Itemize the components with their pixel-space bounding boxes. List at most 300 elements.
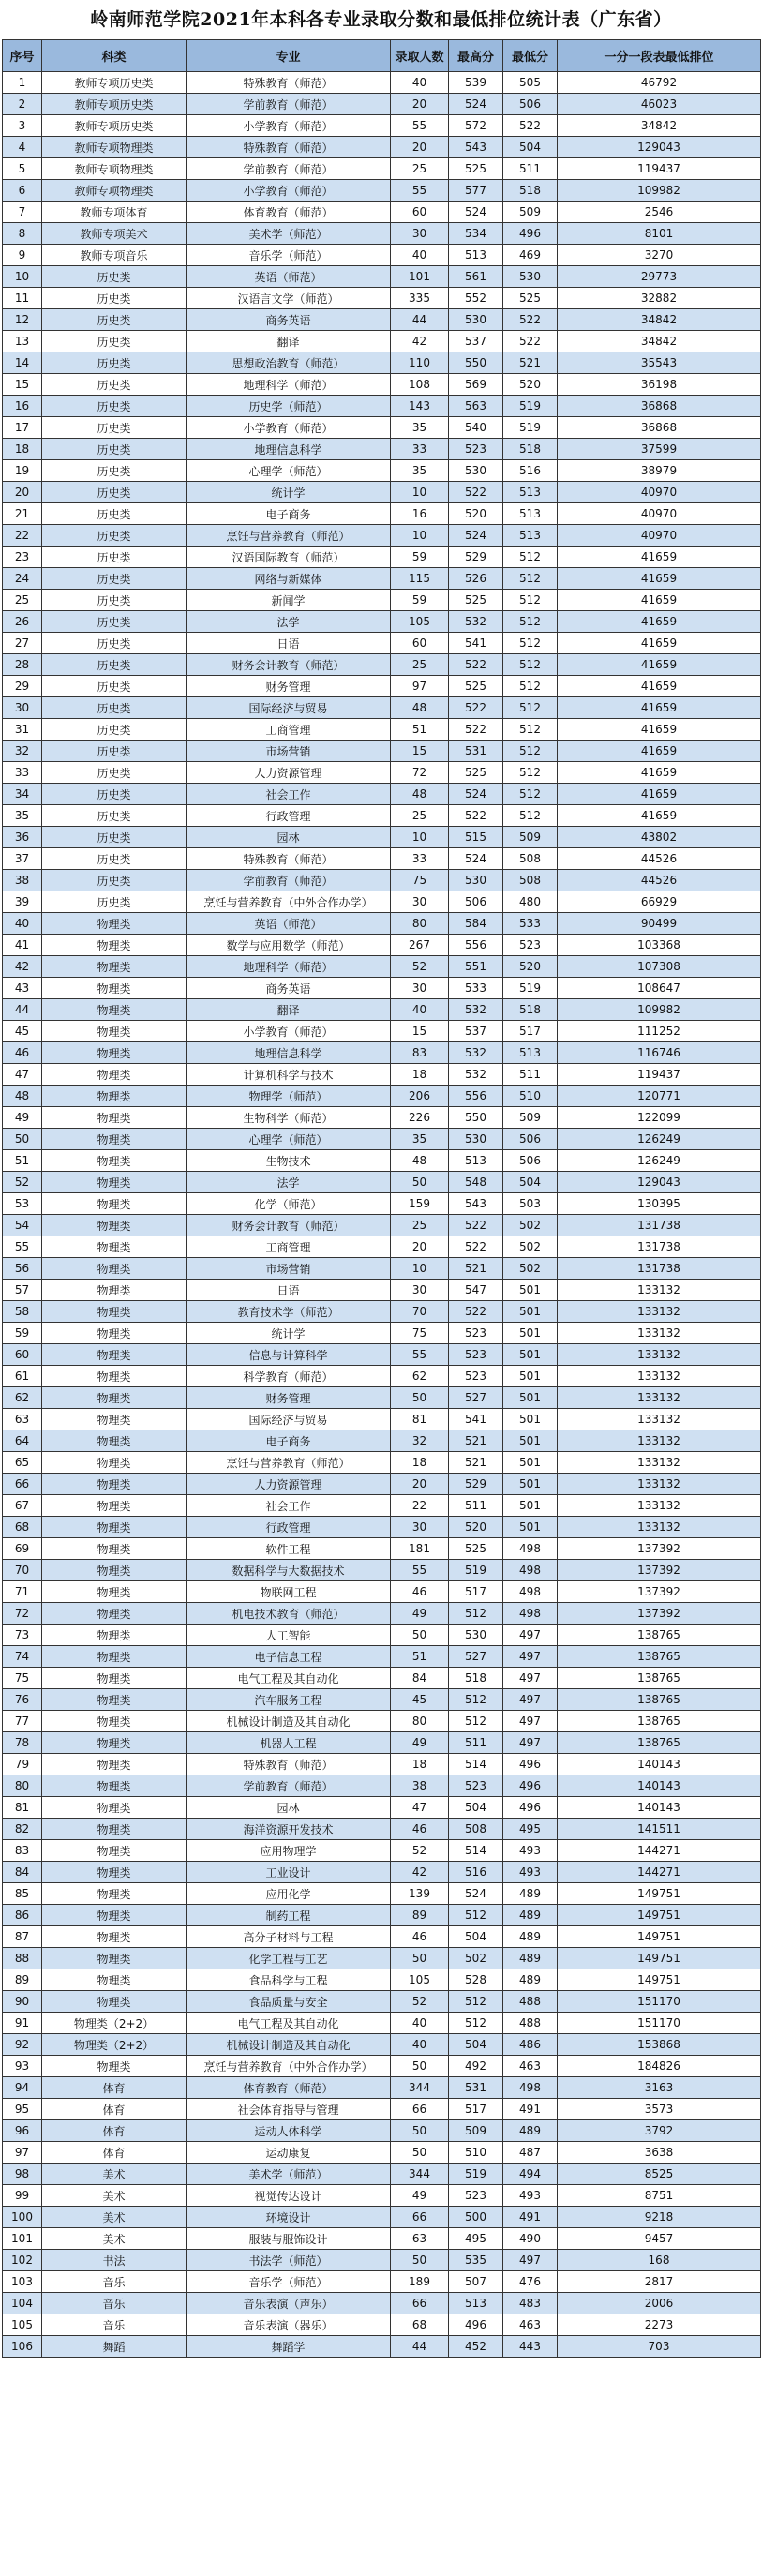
lowest-rank-cell: 29773	[558, 266, 761, 288]
admitted-count-cell: 84	[391, 1668, 449, 1689]
table-row	[3, 503, 761, 525]
row-index-cell: 63	[3, 1409, 42, 1430]
row-index-cell: 10	[3, 266, 42, 288]
lowest-rank-cell: 2006	[558, 2293, 761, 2314]
highest-score-cell: 521	[449, 1430, 503, 1452]
table-row	[3, 1172, 761, 1193]
lowest-rank-cell: 2546	[558, 202, 761, 223]
row-index-cell: 82	[3, 1819, 42, 1840]
admitted-count-cell: 30	[391, 891, 449, 913]
subject-category-cell: 物理类	[42, 1107, 187, 1129]
highest-score-cell: 520	[449, 1517, 503, 1538]
major-name-cell: 法学	[187, 611, 391, 633]
lowest-score-cell: 496	[503, 223, 558, 245]
row-index-cell: 54	[3, 1215, 42, 1236]
subject-category-cell: 历史类	[42, 762, 187, 784]
highest-score-cell: 524	[449, 94, 503, 115]
lowest-rank-cell: 133132	[558, 1517, 761, 1538]
subject-category-cell: 教师专项音乐	[42, 245, 187, 266]
row-index-cell: 89	[3, 1969, 42, 1991]
subject-category-cell: 物理类	[42, 1301, 187, 1323]
lowest-score-cell: 508	[503, 870, 558, 891]
lowest-rank-cell: 41659	[558, 719, 761, 741]
lowest-score-cell: 511	[503, 158, 558, 180]
lowest-rank-cell: 119437	[558, 158, 761, 180]
admitted-count-cell: 267	[391, 935, 449, 956]
subject-category-cell: 历史类	[42, 719, 187, 741]
highest-score-cell: 541	[449, 1409, 503, 1430]
admitted-count-cell: 143	[391, 396, 449, 417]
major-name-cell: 物联网工程	[187, 1581, 391, 1603]
major-name-cell: 海洋资源开发技术	[187, 1819, 391, 1840]
lowest-rank-cell: 40970	[558, 503, 761, 525]
major-name-cell: 电子商务	[187, 503, 391, 525]
admitted-count-cell: 30	[391, 978, 449, 999]
subject-category-cell: 物理类	[42, 1926, 187, 1948]
row-index-cell: 15	[3, 374, 42, 396]
admitted-count-cell: 50	[391, 2250, 449, 2271]
major-name-cell: 日语	[187, 1280, 391, 1301]
highest-score-cell: 569	[449, 374, 503, 396]
major-name-cell: 机电技术教育（师范）	[187, 1603, 391, 1625]
admitted-count-cell: 10	[391, 827, 449, 848]
lowest-score-cell: 493	[503, 1862, 558, 1883]
highest-score-cell: 518	[449, 1668, 503, 1689]
lowest-score-cell: 503	[503, 1193, 558, 1215]
subject-category-cell: 物理类	[42, 1711, 187, 1732]
lowest-score-cell: 498	[503, 2077, 558, 2099]
major-name-cell: 应用化学	[187, 1883, 391, 1905]
highest-score-cell: 513	[449, 2293, 503, 2314]
highest-score-cell: 527	[449, 1387, 503, 1409]
subject-category-cell: 物理类	[42, 978, 187, 999]
table-row	[3, 1366, 761, 1387]
lowest-rank-cell: 90499	[558, 913, 761, 935]
highest-score-cell: 550	[449, 352, 503, 374]
subject-category-cell: 历史类	[42, 417, 187, 439]
subject-category-cell: 历史类	[42, 309, 187, 331]
lowest-rank-cell: 138765	[558, 1646, 761, 1668]
table-row	[3, 331, 761, 352]
lowest-rank-cell: 8751	[558, 2185, 761, 2207]
major-name-cell: 音乐表演（器乐）	[187, 2314, 391, 2336]
major-name-cell: 新闻学	[187, 590, 391, 611]
highest-score-cell: 504	[449, 1926, 503, 1948]
subject-category-cell: 物理类	[42, 1991, 187, 2013]
lowest-rank-cell: 37599	[558, 439, 761, 460]
lowest-score-cell: 506	[503, 1150, 558, 1172]
lowest-score-cell: 488	[503, 2013, 558, 2034]
row-index-cell: 18	[3, 439, 42, 460]
admitted-count-cell: 66	[391, 2293, 449, 2314]
lowest-rank-cell: 2817	[558, 2271, 761, 2293]
major-name-cell: 应用物理学	[187, 1840, 391, 1862]
admitted-count-cell: 60	[391, 633, 449, 654]
table-row	[3, 2034, 761, 2056]
lowest-score-cell: 504	[503, 137, 558, 158]
lowest-rank-cell: 133132	[558, 1301, 761, 1323]
row-index-cell: 88	[3, 1948, 42, 1969]
row-index-cell: 69	[3, 1538, 42, 1560]
highest-score-cell: 504	[449, 2034, 503, 2056]
row-index-cell: 14	[3, 352, 42, 374]
highest-score-cell: 563	[449, 396, 503, 417]
lowest-score-cell: 513	[503, 525, 558, 547]
lowest-score-cell: 533	[503, 913, 558, 935]
lowest-rank-cell: 138765	[558, 1732, 761, 1754]
table-row	[3, 1344, 761, 1366]
lowest-score-cell: 502	[503, 1215, 558, 1236]
lowest-score-cell: 501	[503, 1366, 558, 1387]
admitted-count-cell: 55	[391, 1560, 449, 1581]
admitted-count-cell: 206	[391, 1086, 449, 1107]
admitted-count-cell: 33	[391, 439, 449, 460]
subject-category-cell: 教师专项历史类	[42, 115, 187, 137]
subject-category-cell: 教师专项物理类	[42, 158, 187, 180]
row-index-cell: 103	[3, 2271, 42, 2293]
table-row	[3, 2314, 761, 2336]
highest-score-cell: 532	[449, 999, 503, 1021]
lowest-rank-cell: 138765	[558, 1689, 761, 1711]
admitted-count-cell: 80	[391, 913, 449, 935]
lowest-rank-cell: 138765	[558, 1711, 761, 1732]
table-row	[3, 417, 761, 439]
subject-category-cell: 物理类（2+2）	[42, 2013, 187, 2034]
subject-category-cell: 物理类	[42, 913, 187, 935]
lowest-score-cell: 495	[503, 1819, 558, 1840]
table-row	[3, 2099, 761, 2120]
lowest-rank-cell: 46023	[558, 94, 761, 115]
admitted-count-cell: 335	[391, 288, 449, 309]
lowest-rank-cell: 133132	[558, 1366, 761, 1387]
subject-category-cell: 教师专项历史类	[42, 94, 187, 115]
admitted-count-cell: 50	[391, 1948, 449, 1969]
lowest-score-cell: 486	[503, 2034, 558, 2056]
lowest-rank-cell: 133132	[558, 1387, 761, 1409]
lowest-score-cell: 512	[503, 805, 558, 827]
lowest-score-cell: 497	[503, 1711, 558, 1732]
major-name-cell: 制药工程	[187, 1905, 391, 1926]
lowest-score-cell: 497	[503, 2250, 558, 2271]
table-row	[3, 439, 761, 460]
subject-category-cell: 历史类	[42, 331, 187, 352]
admitted-count-cell: 45	[391, 1689, 449, 1711]
row-index-cell: 101	[3, 2228, 42, 2250]
subject-category-cell: 物理类	[42, 1517, 187, 1538]
admitted-count-cell: 51	[391, 1646, 449, 1668]
admitted-count-cell: 83	[391, 1042, 449, 1064]
lowest-score-cell: 501	[503, 1301, 558, 1323]
row-index-cell: 90	[3, 1991, 42, 2013]
admitted-count-cell: 38	[391, 1775, 449, 1797]
highest-score-cell: 514	[449, 1754, 503, 1775]
lowest-rank-cell: 184826	[558, 2056, 761, 2077]
lowest-score-cell: 493	[503, 2185, 558, 2207]
row-index-cell: 68	[3, 1517, 42, 1538]
highest-score-cell: 522	[449, 654, 503, 676]
major-name-cell: 数学与应用数学（师范）	[187, 935, 391, 956]
subject-category-cell: 历史类	[42, 697, 187, 719]
major-name-cell: 工商管理	[187, 1236, 391, 1258]
major-name-cell: 市场营销	[187, 1258, 391, 1280]
highest-score-cell: 537	[449, 1021, 503, 1042]
admitted-count-cell: 51	[391, 719, 449, 741]
major-name-cell: 商务英语	[187, 309, 391, 331]
lowest-rank-cell: 41659	[558, 805, 761, 827]
major-name-cell: 行政管理	[187, 805, 391, 827]
row-index-cell: 91	[3, 2013, 42, 2034]
lowest-score-cell: 463	[503, 2056, 558, 2077]
table-row	[3, 396, 761, 417]
major-name-cell: 学前教育（师范）	[187, 94, 391, 115]
lowest-rank-cell: 133132	[558, 1409, 761, 1430]
lowest-score-cell: 501	[503, 1409, 558, 1430]
lowest-rank-cell: 133132	[558, 1430, 761, 1452]
admitted-count-cell: 20	[391, 94, 449, 115]
admitted-count-cell: 48	[391, 784, 449, 805]
table-row	[3, 568, 761, 590]
highest-score-cell: 510	[449, 2142, 503, 2164]
admitted-count-cell: 22	[391, 1495, 449, 1517]
admitted-count-cell: 80	[391, 1711, 449, 1732]
highest-score-cell: 540	[449, 417, 503, 439]
admitted-count-cell: 189	[391, 2271, 449, 2293]
lowest-rank-cell: 41659	[558, 568, 761, 590]
lowest-score-cell: 520	[503, 374, 558, 396]
lowest-rank-cell: 133132	[558, 1280, 761, 1301]
row-index-cell: 46	[3, 1042, 42, 1064]
row-index-cell: 40	[3, 913, 42, 935]
major-name-cell: 计算机科学与技术	[187, 1064, 391, 1086]
lowest-score-cell: 522	[503, 115, 558, 137]
row-index-cell: 66	[3, 1474, 42, 1495]
highest-score-cell: 523	[449, 2185, 503, 2207]
subject-category-cell: 物理类	[42, 1193, 187, 1215]
admitted-count-cell: 40	[391, 72, 449, 94]
lowest-rank-cell: 140143	[558, 1775, 761, 1797]
table-row	[3, 1948, 761, 1969]
table-row	[3, 1042, 761, 1064]
table-row	[3, 654, 761, 676]
major-name-cell: 电子商务	[187, 1430, 391, 1452]
row-index-cell: 44	[3, 999, 42, 1021]
lowest-rank-cell: 129043	[558, 1172, 761, 1193]
row-index-cell: 98	[3, 2164, 42, 2185]
admitted-count-cell: 59	[391, 590, 449, 611]
row-index-cell: 53	[3, 1193, 42, 1215]
major-name-cell: 环境设计	[187, 2207, 391, 2228]
subject-category-cell: 物理类	[42, 1409, 187, 1430]
lowest-rank-cell: 149751	[558, 1905, 761, 1926]
lowest-rank-cell: 133132	[558, 1495, 761, 1517]
lowest-rank-cell: 3792	[558, 2120, 761, 2142]
admitted-count-cell: 47	[391, 1797, 449, 1819]
highest-score-cell: 513	[449, 1150, 503, 1172]
major-name-cell: 音乐学（师范）	[187, 2271, 391, 2293]
row-index-cell: 67	[3, 1495, 42, 1517]
lowest-score-cell: 487	[503, 2142, 558, 2164]
admitted-count-cell: 35	[391, 417, 449, 439]
subject-category-cell: 物理类	[42, 1883, 187, 1905]
lowest-rank-cell: 130395	[558, 1193, 761, 1215]
admitted-count-cell: 33	[391, 848, 449, 870]
admitted-count-cell: 89	[391, 1905, 449, 1926]
major-name-cell: 汽车服务工程	[187, 1689, 391, 1711]
admitted-count-cell: 18	[391, 1754, 449, 1775]
lowest-rank-cell: 41659	[558, 762, 761, 784]
row-index-cell: 92	[3, 2034, 42, 2056]
row-index-cell: 32	[3, 741, 42, 762]
table-row	[3, 2013, 761, 2034]
lowest-rank-cell: 137392	[558, 1603, 761, 1625]
highest-score-cell: 522	[449, 1215, 503, 1236]
major-name-cell: 服装与服饰设计	[187, 2228, 391, 2250]
highest-score-cell: 522	[449, 482, 503, 503]
lowest-score-cell: 489	[503, 1883, 558, 1905]
table-row	[3, 1797, 761, 1819]
highest-score-cell: 508	[449, 1819, 503, 1840]
table-row	[3, 935, 761, 956]
lowest-score-cell: 501	[503, 1452, 558, 1474]
row-index-cell: 93	[3, 2056, 42, 2077]
major-name-cell: 地理信息科学	[187, 439, 391, 460]
lowest-rank-cell: 41659	[558, 784, 761, 805]
table-row	[3, 1301, 761, 1323]
lowest-score-cell: 512	[503, 633, 558, 654]
major-name-cell: 学前教育（师范）	[187, 158, 391, 180]
admitted-count-cell: 20	[391, 1474, 449, 1495]
major-name-cell: 烹饪与营养教育（中外合作办学）	[187, 891, 391, 913]
row-index-cell: 106	[3, 2336, 42, 2358]
row-index-cell: 95	[3, 2099, 42, 2120]
lowest-rank-cell: 41659	[558, 697, 761, 719]
row-index-cell: 105	[3, 2314, 42, 2336]
lowest-rank-cell: 3638	[558, 2142, 761, 2164]
highest-score-cell: 524	[449, 1883, 503, 1905]
row-index-cell: 60	[3, 1344, 42, 1366]
lowest-score-cell: 506	[503, 94, 558, 115]
major-name-cell: 机器人工程	[187, 1732, 391, 1754]
subject-category-cell: 物理类	[42, 1797, 187, 1819]
subject-category-cell: 物理类	[42, 1387, 187, 1409]
subject-category-cell: 物理类	[42, 1495, 187, 1517]
lowest-rank-cell: 43802	[558, 827, 761, 848]
admitted-count-cell: 50	[391, 2120, 449, 2142]
row-index-cell: 5	[3, 158, 42, 180]
row-index-cell: 11	[3, 288, 42, 309]
subject-category-cell: 美术	[42, 2185, 187, 2207]
lowest-rank-cell: 131738	[558, 1236, 761, 1258]
lowest-rank-cell: 137392	[558, 1581, 761, 1603]
subject-category-cell: 物理类	[42, 1840, 187, 1862]
lowest-score-cell: 498	[503, 1603, 558, 1625]
row-index-cell: 38	[3, 870, 42, 891]
highest-score-cell: 530	[449, 1625, 503, 1646]
lowest-score-cell: 489	[503, 1948, 558, 1969]
major-name-cell: 小学教育（师范）	[187, 417, 391, 439]
subject-category-cell: 历史类	[42, 374, 187, 396]
subject-category-cell: 音乐	[42, 2293, 187, 2314]
admitted-count-cell: 115	[391, 568, 449, 590]
major-name-cell: 人工智能	[187, 1625, 391, 1646]
admitted-count-cell: 60	[391, 202, 449, 223]
highest-score-cell: 548	[449, 1172, 503, 1193]
row-index-cell: 71	[3, 1581, 42, 1603]
lowest-rank-cell: 107308	[558, 956, 761, 978]
row-index-cell: 72	[3, 1603, 42, 1625]
table-row	[3, 1754, 761, 1775]
row-index-cell: 81	[3, 1797, 42, 1819]
table-row	[3, 1193, 761, 1215]
major-name-cell: 体育教育（师范）	[187, 202, 391, 223]
subject-category-cell: 物理类	[42, 1323, 187, 1344]
admitted-count-cell: 108	[391, 374, 449, 396]
table-row	[3, 2142, 761, 2164]
lowest-rank-cell: 8101	[558, 223, 761, 245]
major-name-cell: 音乐表演（声乐）	[187, 2293, 391, 2314]
lowest-score-cell: 512	[503, 568, 558, 590]
subject-category-cell: 历史类	[42, 503, 187, 525]
major-name-cell: 英语（师范）	[187, 913, 391, 935]
lowest-rank-cell: 32882	[558, 288, 761, 309]
lowest-score-cell: 483	[503, 2293, 558, 2314]
major-name-cell: 机械设计制造及其自动化	[187, 2034, 391, 2056]
admitted-count-cell: 105	[391, 611, 449, 633]
row-index-cell: 39	[3, 891, 42, 913]
admitted-count-cell: 30	[391, 1280, 449, 1301]
admitted-count-cell: 68	[391, 2314, 449, 2336]
highest-score-cell: 547	[449, 1280, 503, 1301]
admitted-count-cell: 40	[391, 999, 449, 1021]
highest-score-cell: 532	[449, 611, 503, 633]
lowest-rank-cell: 129043	[558, 137, 761, 158]
admitted-count-cell: 55	[391, 180, 449, 202]
major-name-cell: 法学	[187, 1172, 391, 1193]
highest-score-cell: 561	[449, 266, 503, 288]
lowest-score-cell: 480	[503, 891, 558, 913]
admitted-count-cell: 52	[391, 1991, 449, 2013]
lowest-rank-cell: 144271	[558, 1862, 761, 1883]
admitted-count-cell: 25	[391, 654, 449, 676]
table-row	[3, 1258, 761, 1280]
lowest-rank-cell: 41659	[558, 590, 761, 611]
row-index-cell: 84	[3, 1862, 42, 1883]
subject-category-cell: 历史类	[42, 266, 187, 288]
row-index-cell: 23	[3, 547, 42, 568]
row-index-cell: 73	[3, 1625, 42, 1646]
lowest-score-cell: 520	[503, 956, 558, 978]
subject-category-cell: 历史类	[42, 439, 187, 460]
subject-category-cell: 物理类	[42, 1366, 187, 1387]
table-row	[3, 1668, 761, 1689]
major-name-cell: 特殊教育（师范）	[187, 72, 391, 94]
lowest-score-cell: 504	[503, 1172, 558, 1193]
subject-category-cell: 历史类	[42, 741, 187, 762]
lowest-rank-cell: 41659	[558, 654, 761, 676]
admitted-count-cell: 50	[391, 1172, 449, 1193]
lowest-rank-cell: 151170	[558, 2013, 761, 2034]
major-name-cell: 翻译	[187, 999, 391, 1021]
highest-score-cell: 527	[449, 1646, 503, 1668]
admitted-count-cell: 50	[391, 1387, 449, 1409]
subject-category-cell: 物理类	[42, 956, 187, 978]
highest-score-cell: 509	[449, 2120, 503, 2142]
major-name-cell: 社会工作	[187, 784, 391, 805]
subject-category-cell: 物理类	[42, 1344, 187, 1366]
lowest-rank-cell: 9218	[558, 2207, 761, 2228]
lowest-score-cell: 490	[503, 2228, 558, 2250]
admitted-count-cell: 15	[391, 1021, 449, 1042]
